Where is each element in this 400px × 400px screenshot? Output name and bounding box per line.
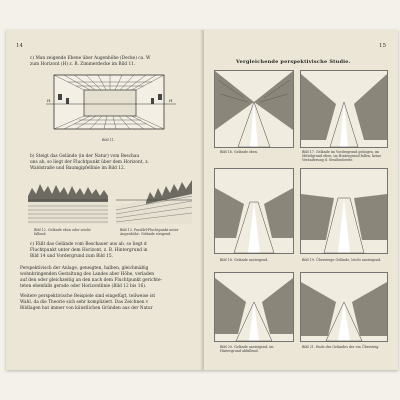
road-varied-terrain-illustration xyxy=(300,70,388,148)
caption-bild-17: Bild 17. Gelände im Vordergrund gebogen, im Mittelgrund eben, im Hintergrund fallen, keine Veränderung d. Straßenbreite. xyxy=(302,150,382,162)
caption-bild-12: Bild 12. Gelände eben oder seicht fallend. xyxy=(34,228,91,236)
item-b-line-2: uns ab, so liegt der Fluchtpunkt über dem Horizont, z. xyxy=(30,160,149,165)
caption-bild-13: Bild 13. Parallel-Fluchtpunkt unter Augenhöhe. Gelände steigend. xyxy=(120,228,179,236)
paragraph-1-line-3: auf den oder gleichzeitig an den nach dem Fluchtpunkt gerichte- xyxy=(20,278,162,283)
caption-bild-16: Bild 16. Gelände eben. xyxy=(220,150,259,154)
paragraph-1-line-2: wohnbringenden Gestaltung des Landes aber Höhe, verladen xyxy=(20,272,155,277)
forest-edge-flat-illustration xyxy=(28,176,108,224)
item-b-line-3: Waldstraße und Baumgipfellinie im Bild 12. xyxy=(30,166,126,171)
road-crest-illustration xyxy=(300,272,388,342)
item-a-line-2: zum Horizont (H) z. B. Zimmerdecke im Bild 11. xyxy=(30,62,136,67)
road-flat-illustration xyxy=(214,70,294,148)
svg-text:H: H xyxy=(169,98,173,103)
caption-bild-21: Bild 21. Ende des Geländes der ein Übersteig. xyxy=(302,345,380,349)
paragraph-1-line-1: Perspektivisch der Anlage, geneigten, halben, gleichmäßig xyxy=(20,266,149,271)
caption-bild-11: Bild 11. xyxy=(102,138,115,142)
page-number-left: 14 xyxy=(16,43,23,49)
caption-bild-19: Bild 19. Übersteige Gelände, leicht ansteigend. xyxy=(302,258,382,262)
road-rising-illustration xyxy=(214,168,294,254)
book-spread xyxy=(6,30,398,370)
caption-bild-20: Bild 20. Gelände ansteigend, im Hintergrund abfallend. xyxy=(220,345,274,353)
right-page xyxy=(204,30,398,370)
page-heading: Vergleichende perspektivische Studie. xyxy=(236,59,351,65)
paragraph-2-line-3: Bildlagen hat immer von künstlichen Gründen aus der Natur xyxy=(20,306,153,311)
paragraph-1-line-4: teten ebenfalls gerade oder Horizontlinie (Bild 12 bis 16). xyxy=(20,284,147,289)
paragraph-2-line-2: Wahl, da die Theorie sich sehr kompliziert. Das Zeichnen v xyxy=(20,300,149,305)
page-number-right: 15 xyxy=(379,43,386,49)
paragraph-2-line-1: Weitere perspektivische Beispiele sind eingefügt, teilweise ist xyxy=(20,294,156,299)
caption-bild-18: Bild 18. Gelände ansteigend. xyxy=(220,258,269,262)
forest-edge-rising-illustration xyxy=(116,176,192,224)
room-perspective-illustration xyxy=(46,72,176,134)
road-rise-then-fall-illustration xyxy=(214,272,294,342)
item-a-line-1: c) Man zeigende Ebene über Augenhöhe (Decke) ca. W xyxy=(30,56,151,61)
item-c-line-1: c) Fällt das Gelände vom Beschauer aus ab, so liegt d xyxy=(30,242,147,247)
item-b-line-1: b) Steigt das Gelände (in der Natur) vom Beschau xyxy=(30,154,140,159)
road-steep-rising-illustration xyxy=(300,168,388,254)
svg-text:H: H xyxy=(47,98,51,103)
item-c-line-2: Fluchtpunkt unter dem Horizont, z. B. Hintergrund in xyxy=(30,248,148,253)
left-page xyxy=(6,30,204,370)
item-c-line-3: Bild 14 und Vordergrund zum Bild 15. xyxy=(30,254,113,259)
